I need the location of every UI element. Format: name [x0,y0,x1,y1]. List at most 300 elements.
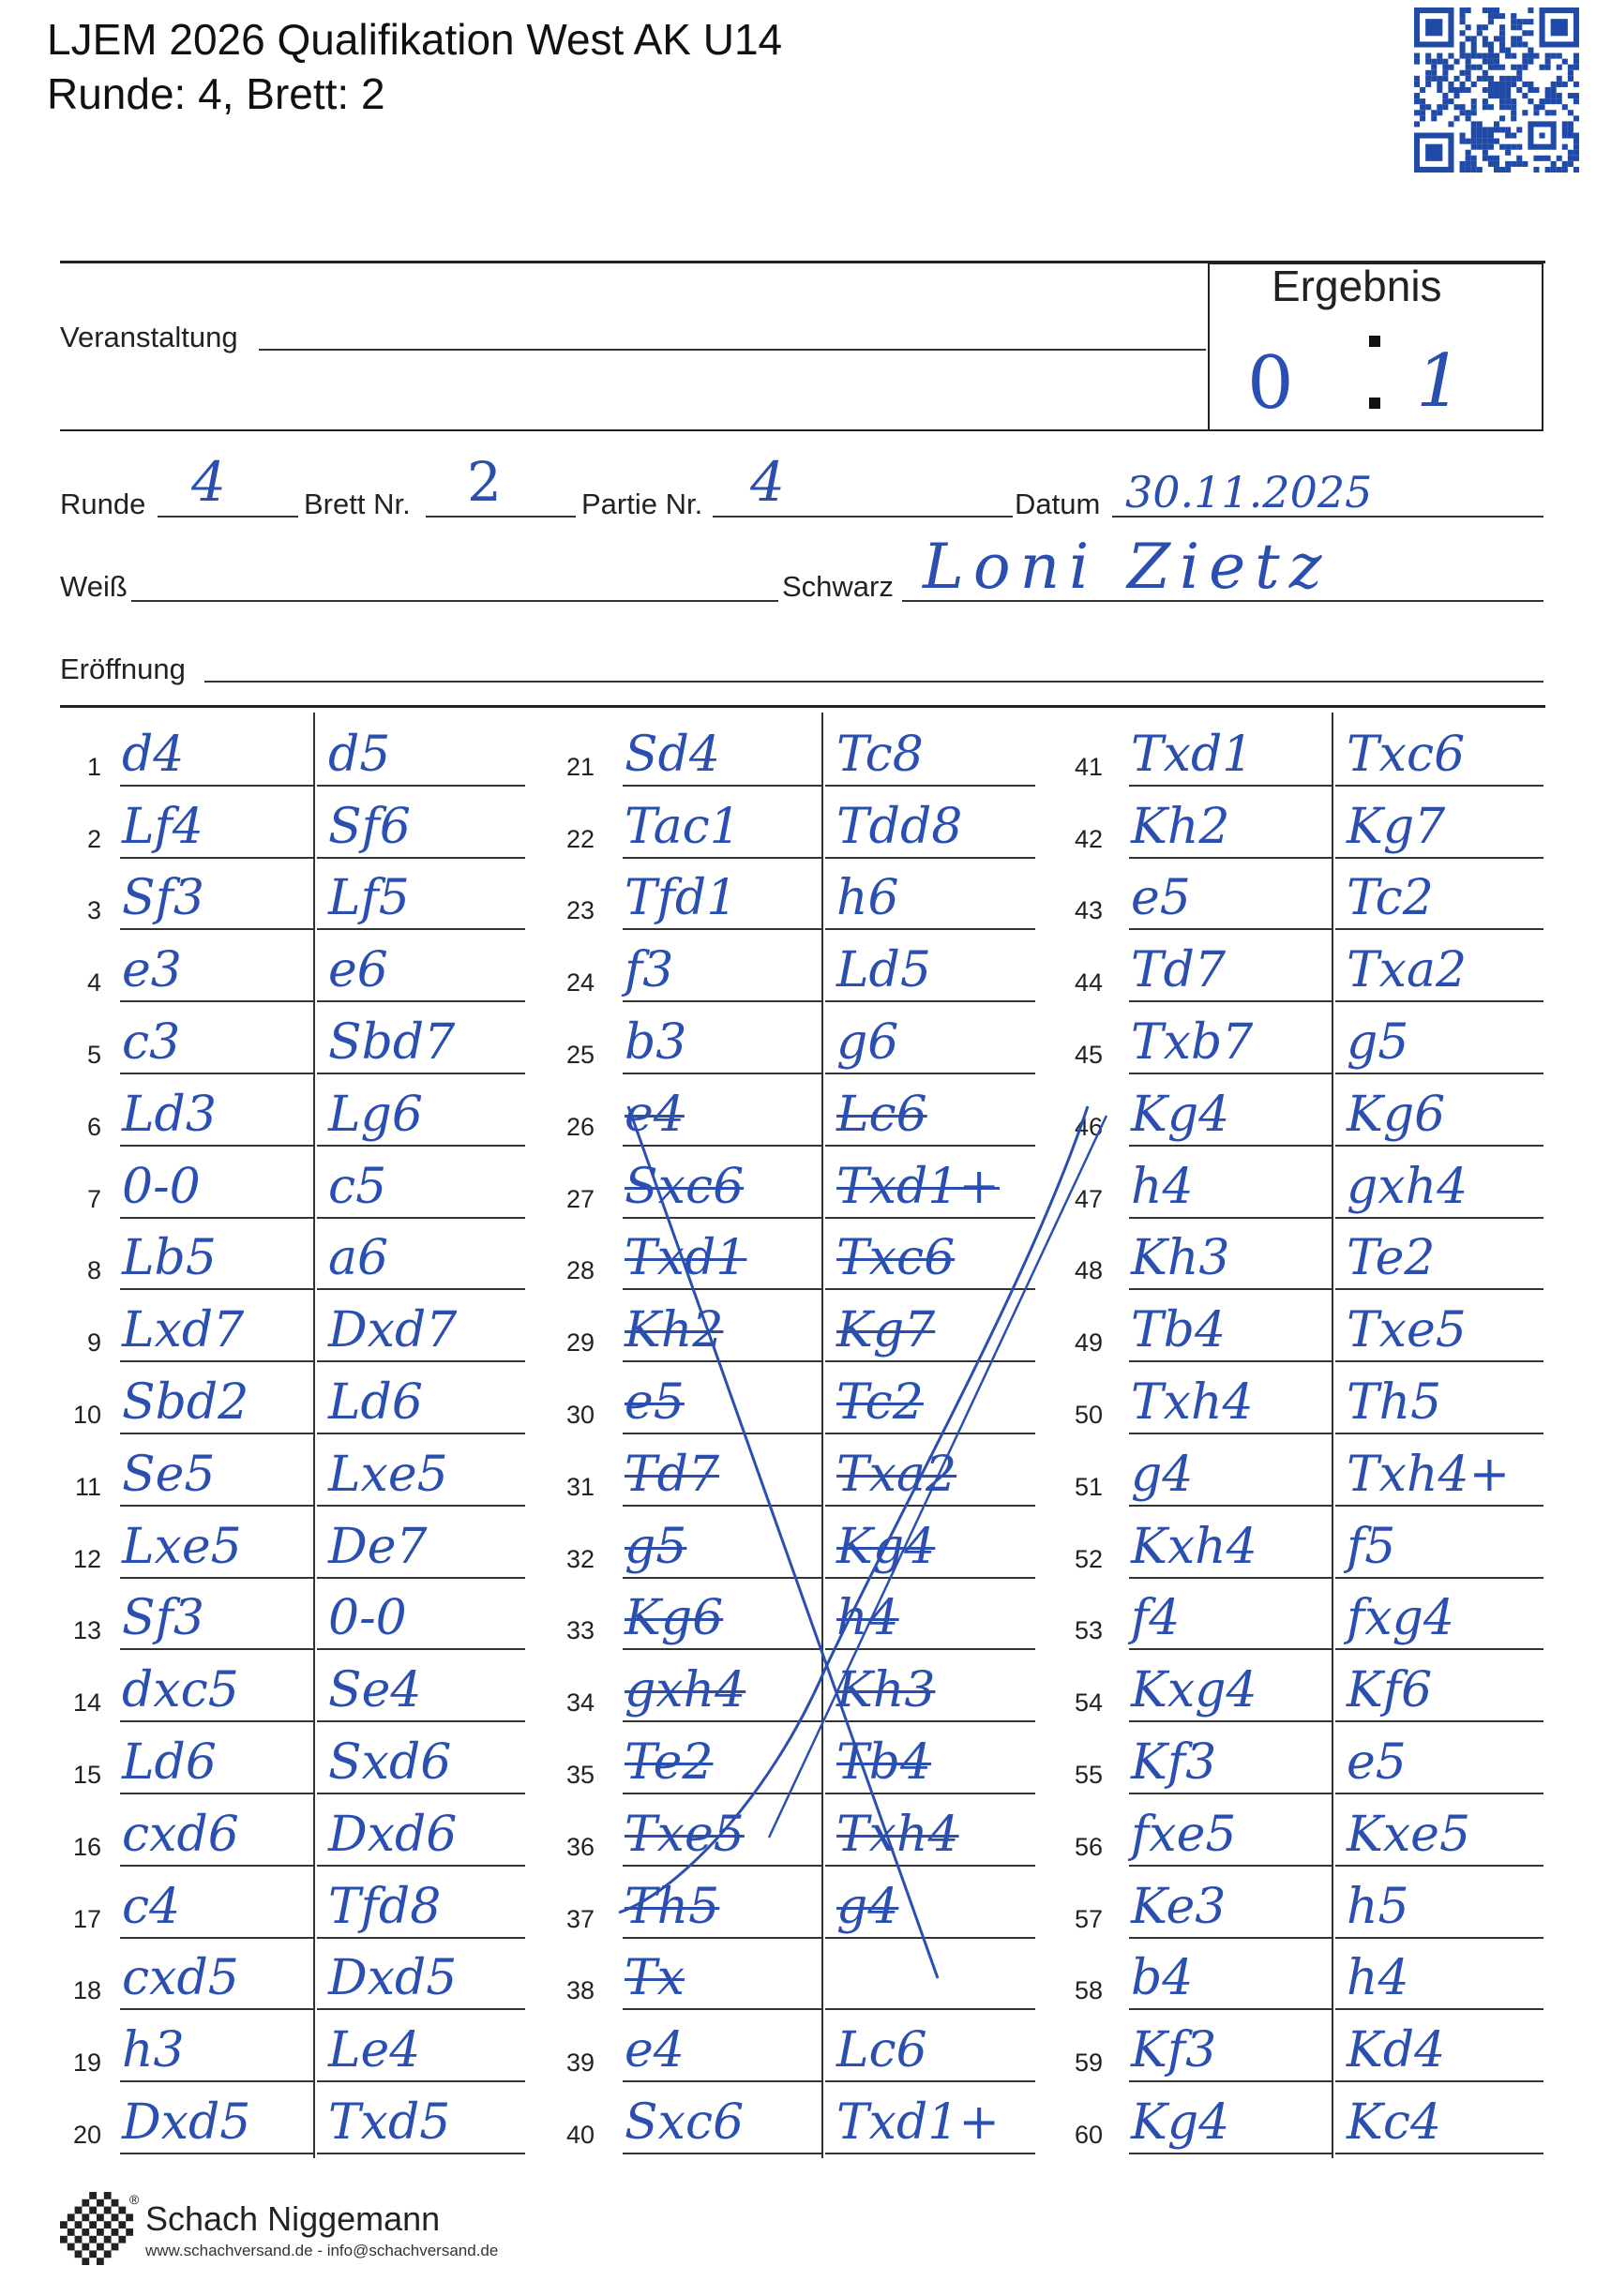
white-move[interactable]: e3 [122,942,182,999]
move-number: 2 [86,824,101,853]
white-move[interactable]: c4 [122,1878,181,1935]
black-move-line [1335,1793,1543,1794]
black-move-line [317,1577,525,1579]
black-move-line [317,1793,525,1794]
black-move[interactable]: Txd5 [328,2094,451,2151]
white-move[interactable]: Txd1 [1131,726,1254,783]
white-move-line [1129,1937,1332,1939]
white-move[interactable]: f4 [1131,1590,1181,1647]
moves-top-rule [60,705,1545,708]
move-number: 15 [72,1761,101,1789]
black-move[interactable]: 0-0 [328,1590,407,1647]
white-move-line [623,928,821,930]
white-move[interactable]: Sf3 [122,870,204,927]
registered-icon: ® [129,2192,140,2207]
white-move-line [120,928,313,930]
black-move[interactable]: e6 [328,942,388,999]
move-number: 54 [1074,1688,1103,1718]
black-move-line [825,857,1035,859]
white-move[interactable]: e5 [1131,870,1191,927]
move-number: 1 [86,752,101,781]
white-move[interactable]: Se5 [122,1446,216,1503]
result-dot-bottom [1369,398,1380,409]
white-move-line [120,1000,313,1002]
black-move-line [317,1937,525,1939]
white-move[interactable]: gxh4 [625,1662,746,1719]
white-move[interactable]: Txh4 [1131,1374,1254,1431]
white-move[interactable]: g4 [1131,1446,1194,1503]
black-move-line [1335,1360,1543,1362]
move-number: 13 [72,1616,101,1645]
move-number: 11 [74,1472,101,1501]
black-move[interactable]: Dxd5 [328,1950,458,2007]
black-move-line [317,1217,525,1219]
white-move-line [120,1793,313,1794]
white-move-line [1129,1360,1332,1362]
black-move[interactable]: Kg7 [1347,798,1446,855]
white-move-line [623,2080,821,2082]
move-number: 38 [565,1976,595,2005]
white-move[interactable]: Kxh4 [1131,1518,1257,1575]
move-number: 47 [1074,1184,1103,1213]
white-label: Weiß [60,570,128,603]
black-move-line [1335,1865,1543,1867]
white-move-line [1129,1288,1332,1290]
black-move-line [825,928,1035,930]
white-move[interactable]: Lxe5 [122,1518,242,1575]
move-number: 44 [1074,968,1103,998]
chess-king-logo-icon [60,2192,133,2265]
move-number: 3 [86,896,101,925]
black-move-line [825,2153,1035,2154]
white-move[interactable]: cxd6 [122,1806,239,1863]
white-move[interactable]: Kg4 [1131,2094,1230,2151]
black-move[interactable]: Ld6 [328,1374,423,1431]
black-move[interactable]: Lf5 [328,870,410,927]
white-move-line [120,2008,313,2010]
move-number: 35 [565,1761,595,1789]
white-move[interactable]: c3 [122,1014,181,1071]
white-move[interactable]: b3 [625,1014,687,1071]
black-move-line [317,928,525,930]
white-move-line [120,1145,313,1147]
black-move-line [317,1433,525,1434]
white-move[interactable]: e4 [625,1086,685,1143]
white-move-line [120,1505,313,1507]
game-value[interactable]: 4 [750,450,785,514]
black-move[interactable]: c5 [328,1158,387,1215]
move-number: 18 [72,1976,101,2005]
move-number: 52 [1074,1544,1103,1573]
white-move[interactable]: Lf4 [122,798,203,855]
white-move[interactable]: 0-0 [122,1158,201,1215]
white-move-line [1129,1720,1332,1722]
white-move-line [120,1360,313,1362]
white-move[interactable]: Ld3 [122,1086,217,1143]
event-label: Veranstaltung [60,321,238,353]
black-move[interactable]: Lg6 [328,1086,423,1143]
black-move[interactable]: d5 [328,726,391,783]
white-move-line [1129,1073,1332,1074]
black-move[interactable]: Kg4 [836,1518,936,1575]
white-move[interactable]: Kg6 [625,1590,724,1647]
white-move-line [623,1073,821,1074]
white-move[interactable]: e5 [625,1374,685,1431]
move-number: 4 [86,968,101,998]
white-move[interactable]: Sxc6 [625,1158,745,1215]
black-move[interactable]: a6 [328,1230,389,1287]
black-move[interactable]: Kg6 [1347,1086,1446,1143]
move-number: 33 [565,1616,595,1645]
black-move[interactable]: h6 [836,870,899,927]
black-move[interactable]: Kxe5 [1347,1806,1471,1863]
move-number: 24 [565,968,595,998]
black-move[interactable]: Kg7 [836,1302,936,1359]
black-move-line [317,857,525,859]
move-number: 45 [1074,1041,1103,1069]
column-divider-1 [313,713,315,2158]
white-move-line [1129,1505,1332,1507]
white-move-line [623,2008,821,2010]
move-number: 5 [86,1041,101,1069]
white-move-line [1129,1433,1332,1434]
move-number: 32 [565,1544,595,1573]
result-dot-top [1369,336,1380,347]
white-move-line [623,857,821,859]
white-move[interactable]: f3 [625,942,674,999]
white-move[interactable]: Kg4 [1131,1086,1230,1143]
move-number: 39 [565,2048,595,2078]
black-move-line [317,785,525,787]
black-move[interactable]: Lxe5 [328,1446,448,1503]
black-move-line [825,785,1035,787]
black-move-line [1335,1288,1543,1290]
sheet-title: LJEM 2026 Qualifikation West AK U14 [47,15,783,64]
white-move-line [1129,2153,1332,2154]
black-move-line [1335,2008,1543,2010]
black-move[interactable]: Txd1+ [836,1158,1000,1215]
move-number: 55 [1074,1761,1103,1789]
black-move-line [317,1865,525,1867]
white-move[interactable]: h4 [1131,1158,1194,1215]
black-move[interactable]: Kd4 [1347,2022,1446,2079]
white-move[interactable]: Kh3 [1131,1230,1230,1287]
event-line [259,349,1206,351]
black-move-line [1335,1505,1543,1507]
black-move[interactable]: Le4 [328,2022,421,2079]
white-move[interactable]: Ke3 [1131,1878,1227,1935]
white-move[interactable]: Txe5 [625,1806,745,1863]
black-move-line [317,1000,525,1002]
black-move-line [825,1073,1035,1074]
black-move[interactable]: Sbd7 [328,1014,456,1071]
black-move[interactable]: gxh4 [1347,1158,1468,1215]
move-number: 23 [565,896,595,925]
game-label: Partie Nr. [581,488,703,520]
round-label: Runde [60,488,146,520]
move-number: 49 [1074,1328,1103,1358]
black-move[interactable]: fxg4 [1347,1590,1454,1647]
black-move-line [317,1720,525,1722]
board-label: Brett Nr. [304,488,411,520]
white-move[interactable]: Td7 [625,1446,720,1503]
black-move[interactable]: g4 [836,1878,899,1935]
white-move[interactable]: Kf3 [1131,1734,1217,1791]
white-move[interactable]: Sbd2 [122,1374,249,1431]
white-move-line [623,785,821,787]
move-number: 30 [565,1401,595,1429]
move-number: 37 [565,1904,595,1933]
white-move[interactable]: g5 [625,1518,687,1575]
white-move[interactable]: Tx [625,1950,685,2007]
black-move[interactable]: f5 [1347,1518,1396,1575]
white-move-line [1129,1793,1332,1794]
black-move[interactable]: Dxd6 [328,1806,458,1863]
move-number: 19 [72,2048,101,2078]
move-number: 27 [565,1184,595,1213]
date-label: Datum [1015,488,1101,520]
round-value[interactable]: 4 [191,450,226,514]
move-number: 26 [565,1112,595,1141]
move-number: 41 [1074,752,1103,781]
result-label: Ergebnis [1272,262,1442,310]
move-number: 9 [86,1328,101,1358]
white-move[interactable]: Tfd1 [625,870,738,927]
white-move[interactable]: Txd1 [625,1230,747,1287]
white-move[interactable]: Lb5 [122,1230,217,1287]
black-move-line [317,1073,525,1074]
black-move[interactable]: Tc2 [1347,870,1434,927]
black-move-line [825,2008,1035,2010]
move-number: 51 [1074,1472,1103,1501]
white-move-line [1129,1000,1332,1002]
black-move[interactable]: Tc8 [836,726,924,783]
black-move[interactable]: h4 [1347,1950,1409,2007]
black-move-line [317,1648,525,1650]
white-move-line [120,857,313,859]
black-move[interactable]: Lc6 [836,1086,927,1143]
white-move-line [120,1865,313,1867]
black-move-line [1335,1145,1543,1147]
black-move[interactable]: Tb4 [836,1734,932,1791]
result-white: 0 [1247,341,1294,426]
white-move-line [120,1433,313,1434]
black-move[interactable]: Tdd8 [836,798,963,855]
black-move[interactable]: h4 [836,1590,899,1647]
column-divider-3 [1332,713,1333,2158]
move-number: 31 [565,1472,595,1501]
black-label: Schwarz [782,570,894,603]
black-move[interactable]: Txh4 [836,1806,959,1863]
move-number: 10 [72,1401,101,1429]
move-number: 8 [86,1256,101,1285]
qr-code-icon [1414,8,1579,173]
black-move[interactable]: Tc2 [836,1374,924,1431]
white-move-line [1129,1865,1332,1867]
footer-urls: www.schachversand.de - info@schachversand.de [145,2242,499,2259]
opening-line [204,681,1543,683]
white-move-line [623,2153,821,2154]
result-black: 1 [1416,339,1463,424]
black-move-line [1335,785,1543,787]
move-number: 25 [565,1041,595,1069]
white-move[interactable]: b4 [1131,1950,1194,2007]
black-move-line [317,2080,525,2082]
white-move-line [120,785,313,787]
white-move-line [120,1217,313,1219]
white-move-line [1129,785,1332,787]
black-move-line [825,2080,1035,2082]
white-move-line [1129,1217,1332,1219]
white-move[interactable]: dxc5 [122,1662,239,1719]
move-number: 16 [72,1832,101,1861]
white-move[interactable]: Ld6 [122,1734,217,1791]
white-move-line [1129,928,1332,930]
black-move-line [1335,1937,1543,1939]
move-number: 40 [565,2121,595,2149]
move-number: 12 [72,1544,101,1573]
board-value[interactable]: 2 [467,450,502,514]
black-move-line [1335,1648,1543,1650]
white-move-line [120,1288,313,1290]
black-move[interactable]: Lc6 [836,2022,927,2079]
black-move[interactable]: Txa2 [836,1446,957,1503]
black-move[interactable]: Se4 [328,1662,422,1719]
date-value[interactable]: 30.11.2025 [1125,467,1373,518]
black-move-line [1335,1000,1543,1002]
move-number: 53 [1074,1616,1103,1645]
black-move-line [1335,1073,1543,1074]
move-number: 34 [565,1688,595,1718]
white-move[interactable]: Sf3 [122,1590,204,1647]
white-move-line [1129,1577,1332,1579]
black-move[interactable]: Txd1+ [836,2094,1000,2151]
black-move[interactable]: Tfd8 [328,1878,442,1935]
move-number: 59 [1074,2048,1103,2078]
black-move[interactable]: e5 [1347,1734,1407,1791]
white-move[interactable]: h3 [122,2022,185,2079]
black-move-line [317,1360,525,1362]
white-move-line [120,1648,313,1650]
move-number: 48 [1074,1256,1103,1285]
black-move[interactable]: Sf6 [328,798,411,855]
white-move[interactable]: Dxd5 [122,2094,251,2151]
white-move[interactable]: Kh2 [1131,798,1230,855]
white-move[interactable]: d4 [122,726,185,783]
black-move-line [1335,857,1543,859]
event-bottom-rule [60,429,1208,431]
black-move[interactable]: Ld5 [836,942,931,999]
white-line [131,600,778,602]
black-move-line [1335,2080,1543,2082]
move-number: 50 [1074,1401,1103,1429]
black-move[interactable]: Txc6 [1347,726,1466,783]
black-move-line [1335,1577,1543,1579]
black-move-line [317,2153,525,2154]
black-move[interactable]: De7 [328,1518,428,1575]
black-value[interactable]: Loni Zietz [923,531,1332,603]
white-move[interactable]: Txb7 [1131,1014,1254,1071]
white-move[interactable]: Td7 [1131,942,1227,999]
black-move[interactable]: g5 [1347,1014,1409,1071]
move-number: 7 [86,1184,101,1213]
white-move[interactable]: Th5 [625,1878,720,1935]
move-number: 20 [72,2121,101,2149]
black-move-line [1335,2153,1543,2154]
white-move-line [1129,2080,1332,2082]
black-move[interactable]: Kc4 [1347,2094,1442,2151]
black-move[interactable]: Txe5 [1347,1302,1467,1359]
black-move-line [317,1505,525,1507]
white-move[interactable]: Kxg4 [1131,1662,1257,1719]
white-move-line [120,2080,313,2082]
cross-out-scribble [600,1088,1125,1988]
black-move[interactable]: Txa2 [1347,942,1468,999]
white-move[interactable]: Tac1 [625,798,741,855]
white-move[interactable]: Kf3 [1131,2022,1217,2079]
black-move[interactable]: h5 [1347,1878,1409,1935]
black-move-line [825,1000,1035,1002]
move-number: 28 [565,1256,595,1285]
white-move[interactable]: Tb4 [1131,1302,1227,1359]
black-move[interactable]: Kh3 [836,1662,936,1719]
move-number: 43 [1074,896,1103,925]
white-move[interactable]: e4 [625,2022,685,2079]
white-move-line [1129,1145,1332,1147]
round-line [158,516,298,518]
move-number: 58 [1074,1976,1103,2005]
white-move[interactable]: Sd4 [625,726,720,783]
white-move[interactable]: cxd5 [122,1950,239,2007]
black-move[interactable]: Dxd7 [328,1302,458,1359]
move-number: 29 [565,1328,595,1358]
footer-brand: Schach Niggemann [145,2199,441,2238]
black-move-line [317,1145,525,1147]
black-move[interactable]: Th5 [1347,1374,1442,1431]
black-move[interactable]: g6 [836,1014,899,1071]
black-move[interactable]: Te2 [1347,1230,1436,1287]
black-move[interactable]: Txh4+ [1347,1446,1511,1503]
white-move-line [120,1720,313,1722]
move-number: 6 [86,1112,101,1141]
black-move-line [317,1288,525,1290]
board-line [426,516,576,518]
white-move[interactable]: Sxc6 [625,2094,745,2151]
black-move[interactable]: Kf6 [1347,1662,1433,1719]
move-number: 21 [565,752,595,781]
black-move[interactable]: Sxd6 [328,1734,452,1791]
opening-label: Eröffnung [60,653,186,685]
white-move[interactable]: Lxd7 [122,1302,245,1359]
black-move-line [1335,1217,1543,1219]
white-move-line [1129,857,1332,859]
black-move[interactable]: Txc6 [836,1230,956,1287]
move-number: 60 [1074,2121,1103,2149]
white-move[interactable]: fxe5 [1131,1806,1237,1863]
black-move-line [1335,1720,1543,1722]
white-move[interactable]: Kh2 [625,1302,724,1359]
white-move[interactable]: Te2 [625,1734,714,1791]
white-move-line [120,2153,313,2154]
white-move-line [120,1577,313,1579]
white-move-line [623,1000,821,1002]
move-number: 42 [1074,824,1103,853]
move-number: 17 [72,1904,101,1933]
white-move-line [1129,2008,1332,2010]
move-number: 14 [72,1688,101,1718]
move-number: 57 [1074,1904,1103,1933]
move-number: 56 [1074,1832,1103,1861]
